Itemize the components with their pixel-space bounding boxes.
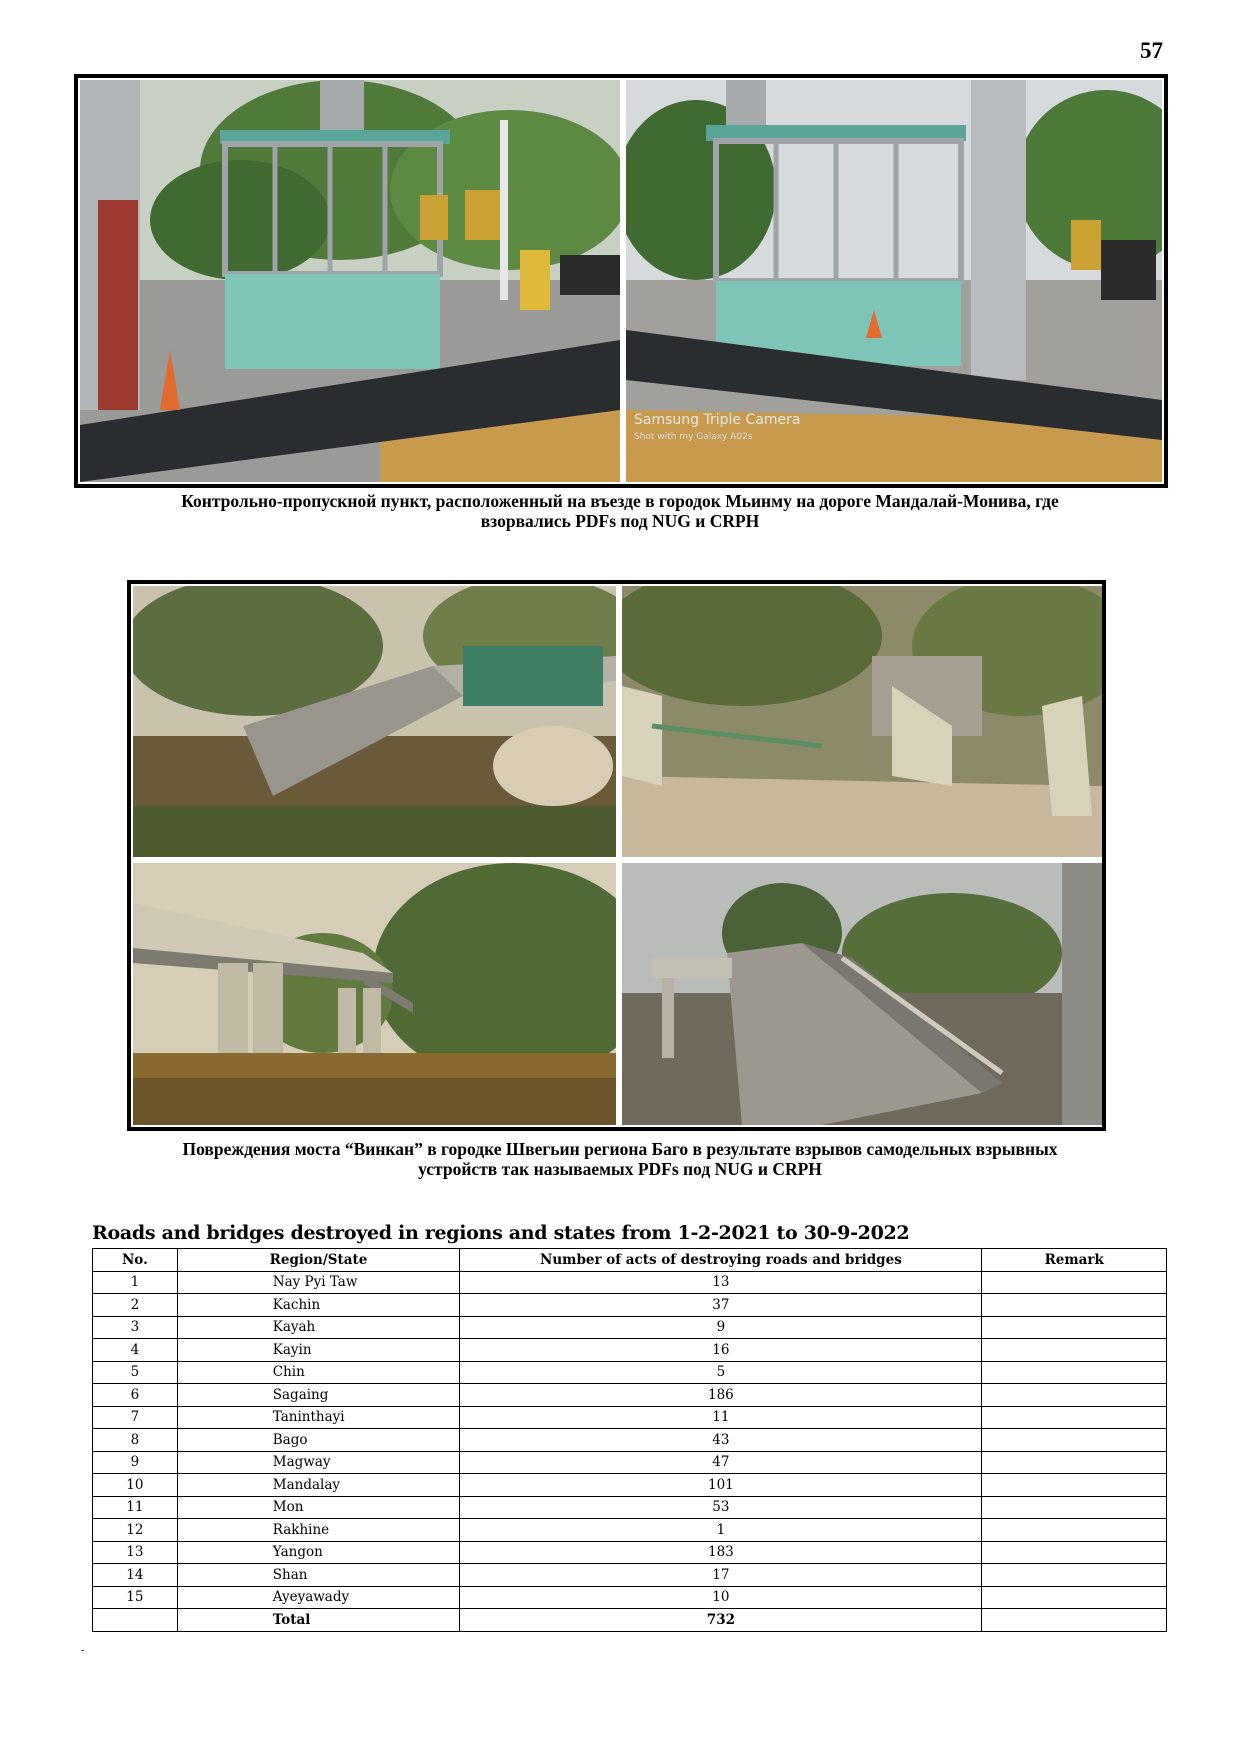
cell-remark [982, 1429, 1167, 1452]
cell-remark [982, 1519, 1167, 1542]
bridge-caption [70, 1139, 1170, 1179]
bridge-caption-line2: устройств так называемых PDFs под NUG и CRPH [418, 1159, 822, 1179]
cell-remark [982, 1541, 1167, 1564]
table-row [93, 1429, 1167, 1452]
cell-remark [982, 1564, 1167, 1587]
checkpoint-photo-right [626, 80, 1162, 482]
cell-remark [982, 1609, 1167, 1632]
table-row [93, 1406, 1167, 1429]
cell-count: 43 [460, 1429, 982, 1452]
checkpoint-caption-line2: взорвались PDFs под NUG и CRPH [480, 511, 760, 531]
table-row [93, 1451, 1167, 1474]
cell-count: 101 [460, 1474, 982, 1497]
cell-no: 5 [93, 1361, 178, 1384]
cell-no: 11 [93, 1496, 178, 1519]
table-row [93, 1564, 1167, 1587]
cell-count: 11 [460, 1406, 982, 1429]
table-row [93, 1316, 1167, 1339]
cell-remark [982, 1496, 1167, 1519]
cell-no: 14 [93, 1564, 178, 1587]
cell-region: Magway [177, 1451, 460, 1474]
bridge-photo-top-left [133, 586, 616, 857]
header-remark: Remark [982, 1249, 1167, 1272]
cell-region: Kayah [177, 1316, 460, 1339]
cell-region: Bago [177, 1429, 460, 1452]
cell-count: 183 [460, 1541, 982, 1564]
cell-remark [982, 1294, 1167, 1317]
cell-no: 8 [93, 1429, 178, 1452]
table-row [93, 1541, 1167, 1564]
total-count: 732 [460, 1609, 982, 1632]
cell-region: Shan [177, 1564, 460, 1587]
cell-no: 9 [93, 1451, 178, 1474]
cell-no: 10 [93, 1474, 178, 1497]
header-no: No. [93, 1249, 178, 1272]
cell-region: Chin [177, 1361, 460, 1384]
table-row [93, 1294, 1167, 1317]
cell-region: Sagaing [177, 1384, 460, 1407]
cell-remark [982, 1316, 1167, 1339]
cell-count: 53 [460, 1496, 982, 1519]
cell-remark [982, 1271, 1167, 1294]
cell-remark [982, 1406, 1167, 1429]
cell-remark [982, 1361, 1167, 1384]
destroyed-roads-table [92, 1248, 1167, 1632]
table-title: Roads and bridges destroyed in regions and states from 1-2-2021 to 30-9-2022 [92, 1222, 910, 1244]
table-row [93, 1361, 1167, 1384]
cell-no [93, 1609, 178, 1632]
cell-count: 13 [460, 1271, 982, 1294]
cell-count: 186 [460, 1384, 982, 1407]
cell-no: 13 [93, 1541, 178, 1564]
bridge-photo-bottom-left [133, 863, 616, 1125]
bridge-photo-top-right [622, 586, 1102, 857]
table-row [93, 1384, 1167, 1407]
table-row [93, 1496, 1167, 1519]
cell-remark [982, 1451, 1167, 1474]
cell-no: 4 [93, 1339, 178, 1362]
checkpoint-caption-line1: Контрольно-пропускной пункт, расположенный на въезде в городок Мьинму на дороге Мандалай-Монива, где [181, 491, 1059, 511]
cell-no: 15 [93, 1586, 178, 1609]
table-row [93, 1474, 1167, 1497]
cell-count: 37 [460, 1294, 982, 1317]
header-count: Number of acts of destroying roads and bridges [460, 1249, 982, 1272]
bridge-photo-frame [127, 580, 1106, 1131]
stray-mark: - [81, 1645, 85, 1656]
bridge-caption-line1: Повреждения моста “Винкан” в городке Швегьин региона Баго в результате взрывов самодельных взрывных [182, 1139, 1058, 1159]
total-label: Total [177, 1609, 460, 1632]
cell-no: 1 [93, 1271, 178, 1294]
cell-region: Yangon [177, 1541, 460, 1564]
cell-region: Rakhine [177, 1519, 460, 1542]
table-row [93, 1586, 1167, 1609]
bridge-photo-bottom-right [622, 863, 1102, 1125]
cell-remark [982, 1339, 1167, 1362]
cell-count: 5 [460, 1361, 982, 1384]
table-row [93, 1519, 1167, 1542]
table-row [93, 1271, 1167, 1294]
cell-count: 17 [460, 1564, 982, 1587]
cell-count: 9 [460, 1316, 982, 1339]
cell-no: 6 [93, 1384, 178, 1407]
checkpoint-caption [70, 491, 1170, 531]
cell-no: 7 [93, 1406, 178, 1429]
header-region: Region/State [177, 1249, 460, 1272]
table-row [93, 1339, 1167, 1362]
table-header-row [93, 1249, 1167, 1272]
cell-region: Nay Pyi Taw [177, 1271, 460, 1294]
cell-region: Taninthayi [177, 1406, 460, 1429]
cell-region: Kayin [177, 1339, 460, 1362]
cell-count: 16 [460, 1339, 982, 1362]
cell-count: 10 [460, 1586, 982, 1609]
cell-no: 3 [93, 1316, 178, 1339]
cell-region: Ayeyawady [177, 1586, 460, 1609]
cell-count: 47 [460, 1451, 982, 1474]
checkpoint-photo-frame [74, 74, 1168, 488]
cell-region: Mandalay [177, 1474, 460, 1497]
table-total-row [93, 1609, 1167, 1632]
cell-region: Mon [177, 1496, 460, 1519]
cell-region: Kachin [177, 1294, 460, 1317]
cell-remark [982, 1586, 1167, 1609]
cell-remark [982, 1474, 1167, 1497]
cell-no: 2 [93, 1294, 178, 1317]
camera-watermark: Samsung Triple Camera [634, 412, 801, 428]
checkpoint-photo-left [80, 80, 620, 482]
cell-remark [982, 1384, 1167, 1407]
cell-count: 1 [460, 1519, 982, 1542]
page-number: 57 [1140, 38, 1163, 63]
camera-watermark-sub: Shot with my Galaxy A02s [634, 432, 753, 442]
cell-no: 12 [93, 1519, 178, 1542]
